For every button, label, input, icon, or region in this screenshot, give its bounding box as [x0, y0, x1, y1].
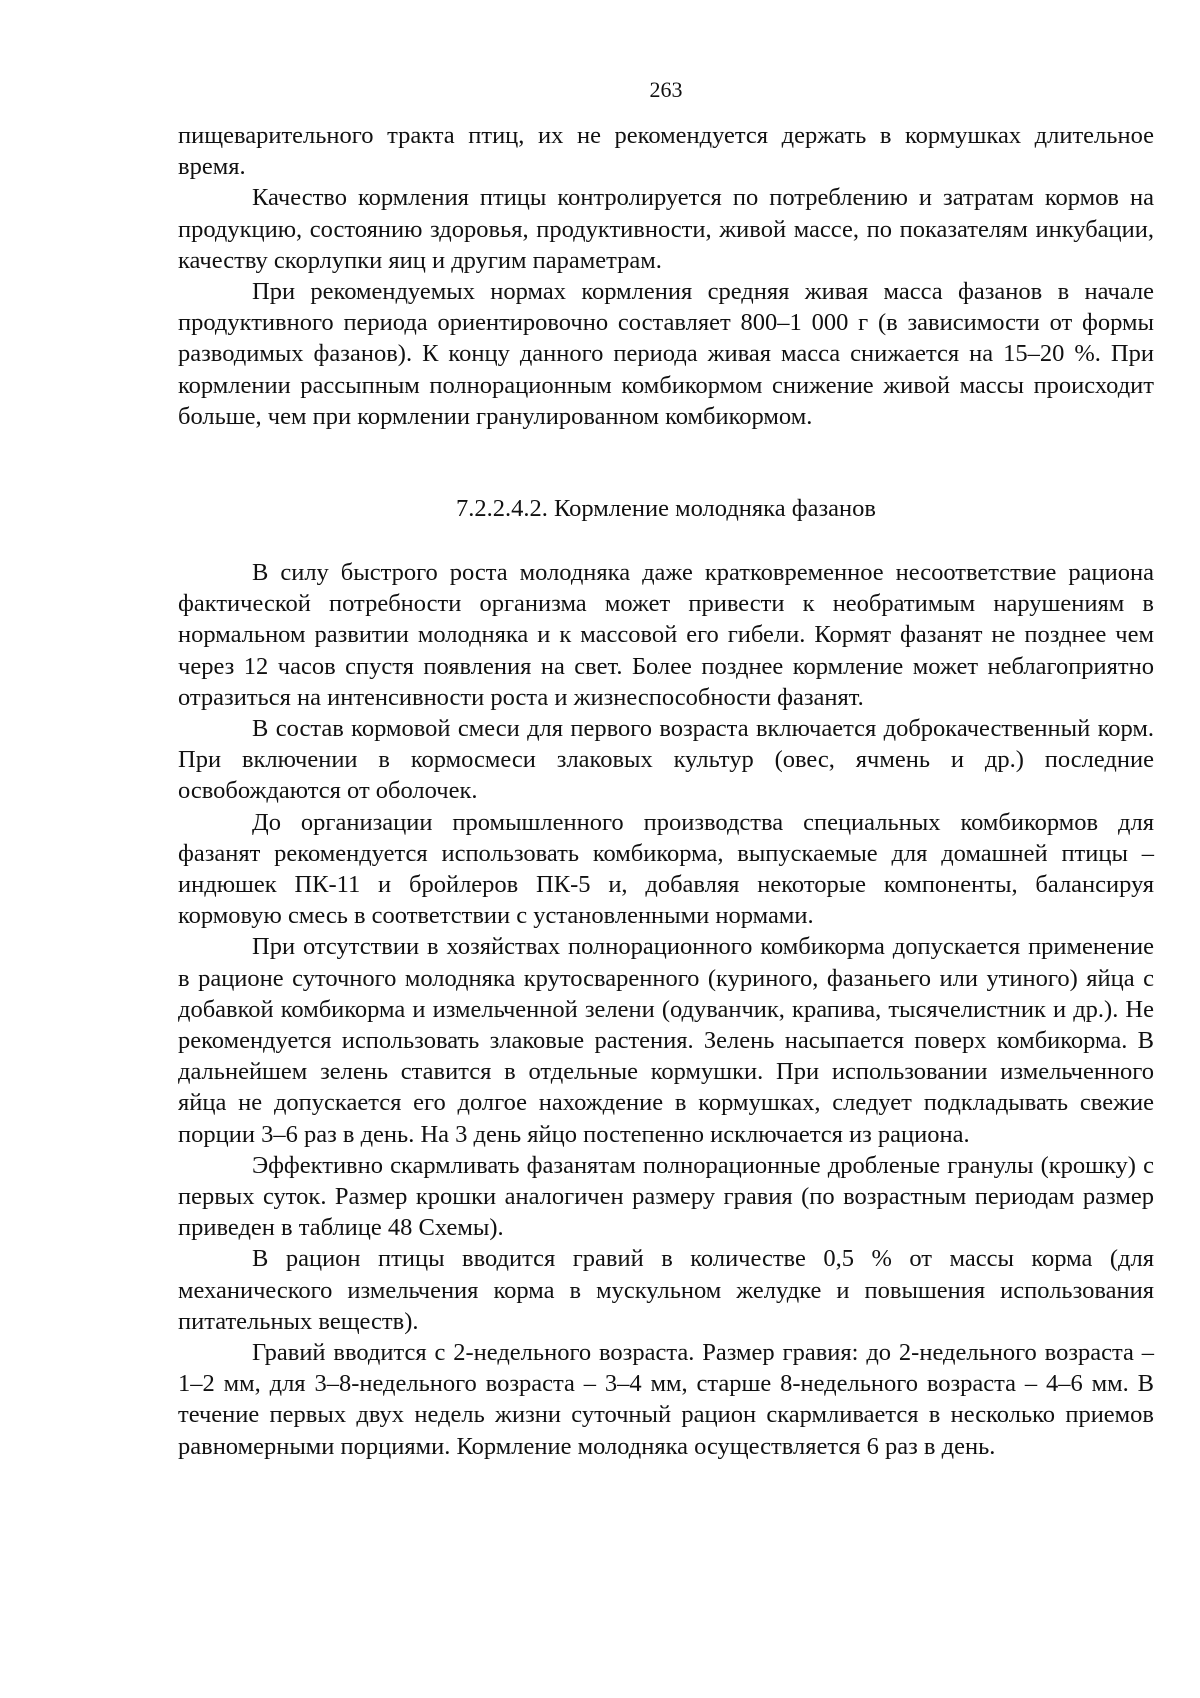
paragraph-continuation: пищеварительного тракта птиц, их не рекомендуется держать в кормушках длительное время. [178, 122, 1154, 181]
paragraph: В состав кормовой смеси для первого возраста включается доброкачественный корм. При включении в кормосмеси злаковых культур (овес, ячмень и др.) последние освобождаются от оболочек. [178, 715, 1154, 805]
paragraph: В силу быстрого роста молодняка даже кратковременное несоответствие рациона фактической потребности организма может привести к необратимым нарушениям в нормальном развитии молодняка и к массовой его гибели. Кормят фазанят не позднее чем через 12 часов спустя появления на свет. Более позднее кормление может неблагоприятно отразиться на интенсивности роста и жизнеспособности фазанят. [178, 559, 1154, 711]
section-heading: 7.2.2.4.2. Кормление молодняка фазанов [456, 495, 876, 522]
paragraph: При отсутствии в хозяйствах полнорационного комбикорма допускается применение в рационе суточного молодняка крутосваренного (куриного, фазаньего или утиного) яйца с добавкой комбикорма и измельченной зелени (одуванчик, крапива, тысячелистник и др.). Не рекомендуется использовать злаковые растения. Зелень насыпается поверх комбикорма. В дальнейшем зелень ставится в отдельные кормушки. При использовании измельченного яйца не допускается его долгое нахождение в кормушках, следует подкладывать свежие порции 3–6 раз в день. На 3 день яйцо постепенно исключается из рациона. [178, 933, 1154, 1148]
text-block-main [178, 557, 1154, 1462]
text-block-top [178, 120, 1154, 432]
paragraph: Качество кормления птицы контролируется по потреблению и затратам кормов на продукцию, состоянию здоровья, продуктивности, живой массе, по показателям инкубации, качеству скорлупки яиц и другим параметрам. [178, 184, 1154, 274]
paragraph: В рацион птицы вводится гравий в количестве 0,5 % от массы корма (для механического измельчения корма в мускульном желудке и повышения использования питательных веществ). [178, 1245, 1154, 1335]
page-number: 263 [649, 77, 683, 102]
paragraph: Эффективно скармливать фазанятам полнорационные дробленые гранулы (крошку) с первых суток. Размер крошки аналогичен размеру гравия (по возрастным периодам размер приведен в таблице 48 Схемы). [178, 1151, 1154, 1242]
paragraph: До организации промышленного производства специальных комбикормов для фазанят рекомендуется использовать комбикорма, выпускаемые для домашней птицы – индюшек ПК-11 и бройлеров ПК-5 и, добавляя некоторые компоненты, балансируя кормовую смесь в соответствии с установленными нормами. [178, 808, 1154, 930]
paragraph: Гравий вводится с 2-недельного возраста. Размер гравия: до 2-недельного возраста – 1–2 мм, для 3–8-недельного возраста – 3–4 мм, старше 8-недельного возраста – 4–6 мм. В течение первых двух недель жизни суточный рацион скармливается в несколько приемов равномерными порциями. Кормление молодняка осуществляется 6 раз в день. [178, 1339, 1154, 1460]
paragraph: При рекомендуемых нормах кормления средняя живая масса фазанов в начале продуктивного периода ориентировочно составляет 800–1 000 г (в зависимости от формы разводимых фазанов). К концу данного периода живая масса снижается на 15–20 %. При кормлении рассыпным полнорационным комбикормом снижение живой массы происходит больше, чем при кормлении гранулированном комбикормом. [178, 278, 1154, 430]
